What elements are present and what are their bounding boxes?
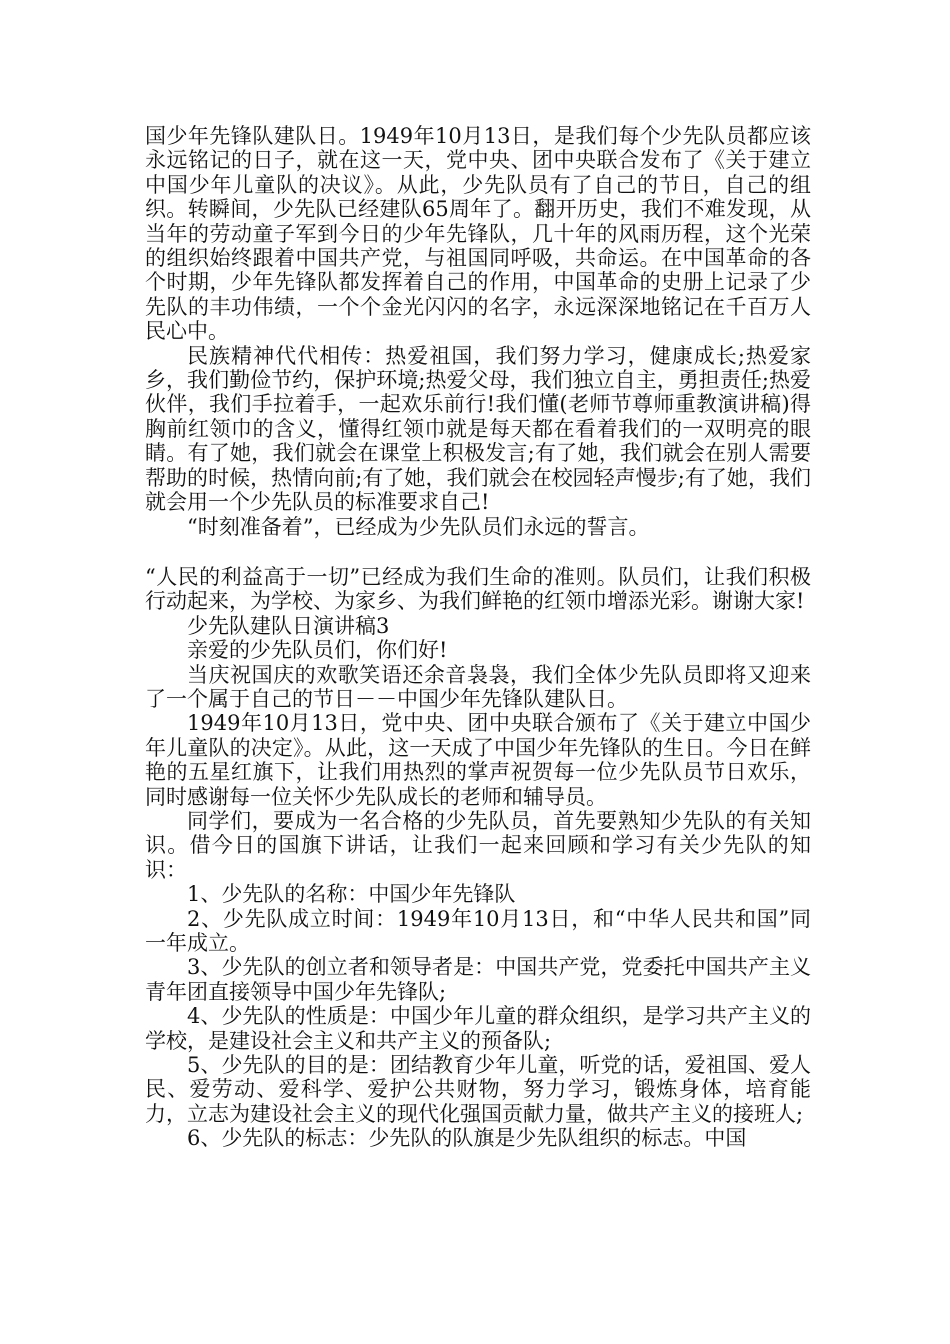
speech-title: 少先队建队日演讲稿3 (187, 613, 390, 638)
paragraph-knowledge: 同学们，要成为一名合格的少先队员，首先要熟知少先队的有关知识。借今日的国旗下讲话，让我们一起来回顾和学习有关少先队的知识： (145, 808, 811, 882)
list-item-founding-date: 2、少先队成立时间：1949年10月13日，和“中华人民共和国”同一年成立。 (145, 906, 811, 955)
paragraph-oath: “时刻准备着”，已经成为少先队员们永远的誓言。 (187, 514, 650, 539)
list-item-nature: 4、少先队的性质是：中国少年儿童的群众组织，是学习共产主义的学校，是建设社会主义和共产主义的预备队; (145, 1004, 811, 1053)
document-page (145, 124, 811, 1151)
list-item-name: 1、少先队的名称：中国少年先锋队 (187, 882, 516, 907)
list-item-emblem: 6、少先队的标志：少先队的队旗是少先队组织的标志。中国 (187, 1126, 747, 1151)
list-item-purpose: 5、少先队的目的是：团结教育少年儿童，听党的话，爱祖国、爱人民、爱劳动、爱科学、爱护公共财物，努力学习，锻炼身体，培育能力，立志为建设社会主义的现代化强国贡献力量，做共产主义的接班人; (145, 1053, 811, 1126)
speech-greeting: 亲爱的少先队员们，你们好! (187, 638, 448, 663)
paragraph-closing: “人民的利益高于一切”已经成为我们生命的准则。队员们，让我们积极行动起来，为学校、为家乡、为我们鲜艳的红领巾增添光彩。谢谢大家! (145, 564, 811, 614)
paragraph-intro: 当庆祝国庆的欢歌笑语还余音袅袅，我们全体少先队员即将又迎来了一个属于自己的节日－－中国少年先锋队建队日。 (145, 662, 811, 711)
paragraph-national-spirit: 民族精神代代相传：热爱祖国，我们努力学习，健康成长;热爱家乡，我们勤俭节约，保护环境;热爱父母，我们独立自主，勇担责任;热爱伙伴，我们手拉着手，一起欢乐前行!我们懂(老师节尊师重教演讲稿)得胸前红领巾的含义，懂得红领巾就是每天都在看着我们的一双明亮的眼睛。有了她，我们就会在课堂上积极发言;有了她，我们就会在别人需要帮助的时候，热情向前;有了她，我们就会在校园轻声慢步;有了她，我们就会用一个少先队员的标准要求自己! (145, 343, 811, 515)
list-item-leader: 3、少先队的创立者和领导者是：中国共产党，党委托中国共产主义青年团直接领导中国少年先锋队; (145, 955, 811, 1004)
paragraph-history: 国少年先锋队建队日。1949年10月13日，是我们每个少先队员都应该永远铭记的日子，就在这一天，党中央、团中央联合发布了《关于建立中国少年儿童队的决议》。从此，少先队员有了自己的节日，自己的组织。转瞬间，少先队已经建队65周年了。翻开历史，我们不难发现，从当年的劳动童子军到今日的少年先锋队，几十年的风雨历程，这个光荣的组织始终跟着中国共产党，与祖国同呼吸，共命运。在中国革命的各个时期，少年先锋队都发挥着自己的作用，中国革命的史册上记录了少先队的丰功伟绩，一个个金光闪闪的名字，永远深深地铭记在千百万人民心中。 (145, 124, 811, 344)
paragraph-founding: 1949年10月13日，党中央、团中央联合颁布了《关于建立中国少年儿童队的决定》。从此，这一天成了中国少年先锋队的生日。今日在鲜艳的五星红旗下，让我们用热烈的掌声祝贺每一位少先队员节日欢乐，同时感谢每一位关怀少先队成长的老师和辅导员。 (145, 711, 811, 809)
